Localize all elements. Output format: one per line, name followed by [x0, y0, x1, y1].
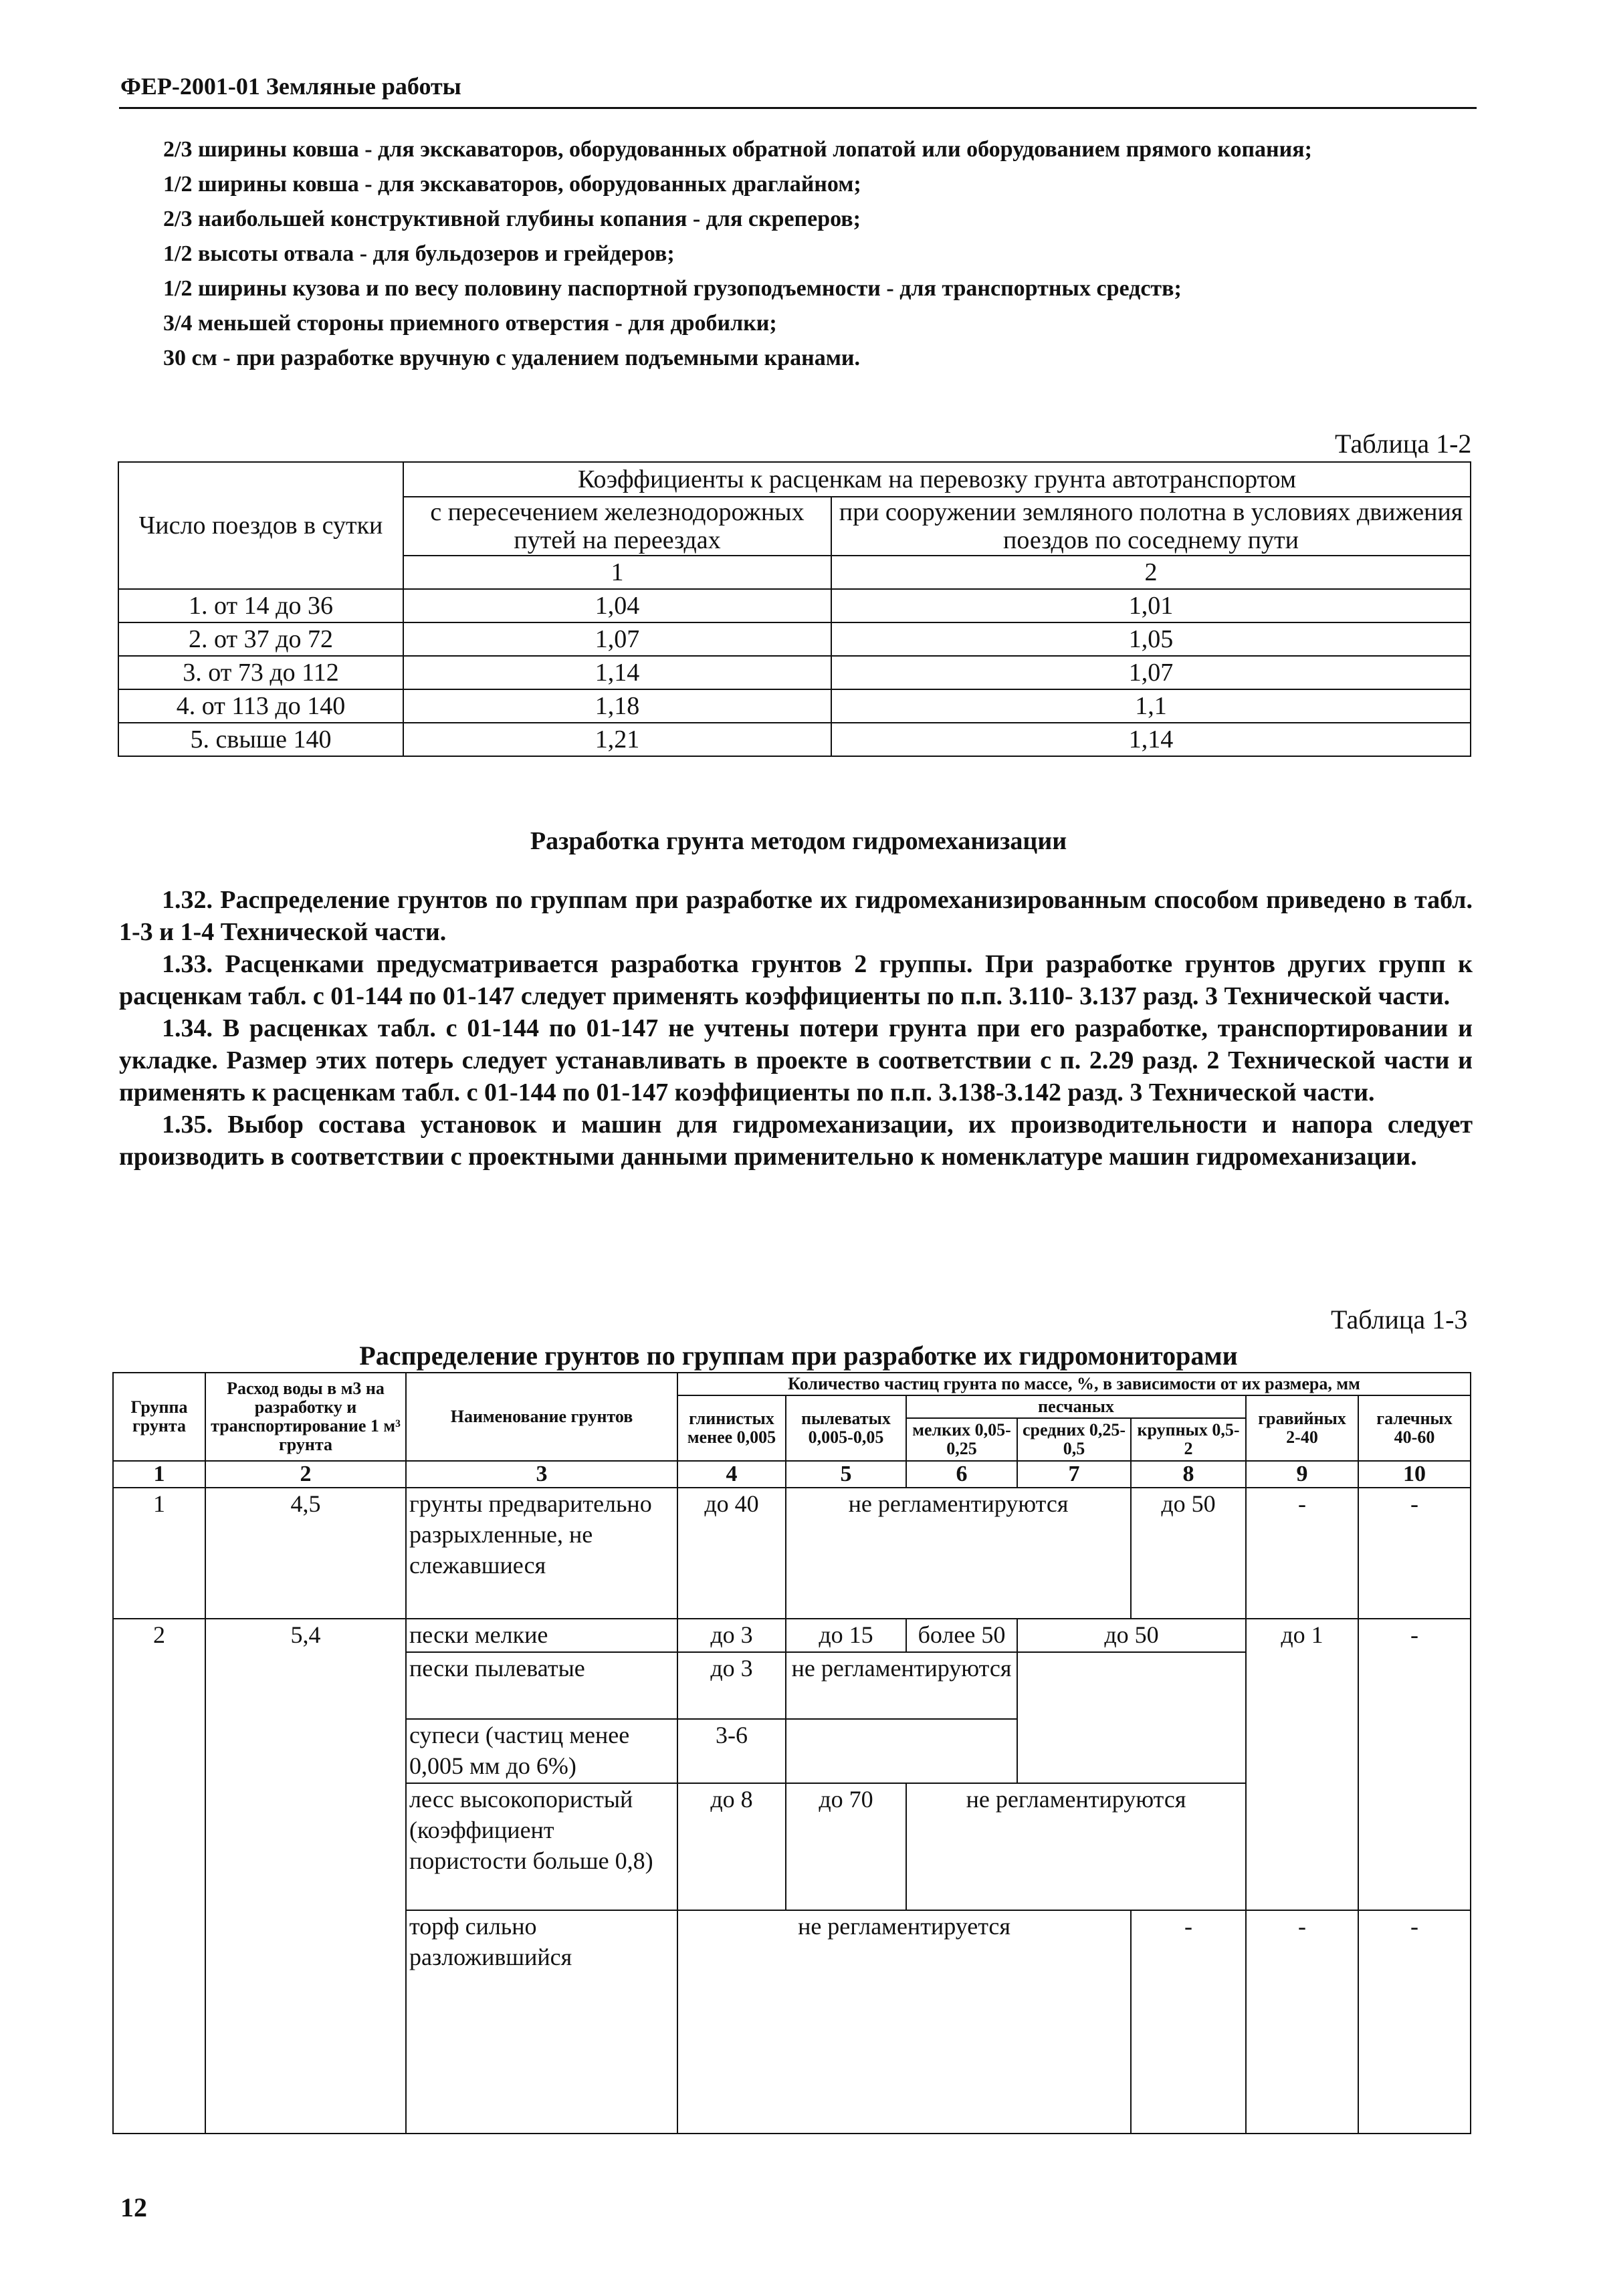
cell-coef: 1,01: [831, 589, 1471, 622]
cell-soil-name: грунты предварительно разрыхленные, не слежавшиеся: [406, 1488, 677, 1619]
table2-caption: Таблица 1-2: [1335, 429, 1472, 459]
cell-coef: 1,07: [831, 656, 1471, 689]
cell-pebble: -: [1358, 1619, 1471, 1910]
cell-silt: до 70: [786, 1783, 906, 1910]
cell-coarse: до 50: [1131, 1488, 1246, 1619]
cell-not-regulated: не регламентируются: [906, 1783, 1246, 1910]
cell-soil-name: супеси (частиц менее 0,005 мм до 6%): [406, 1719, 677, 1783]
coefficient-table: [118, 461, 1471, 757]
table3-title: Распределение грунтов по группам при разработке их гидромониторами: [359, 1341, 1238, 1371]
col-header-group: Группа грунта: [113, 1373, 205, 1461]
col-header-mid: средних 0,25-0,5: [1017, 1418, 1131, 1461]
col-header-silt: пылеватых 0,005-0,05: [786, 1395, 906, 1461]
list-item: 2/3 наибольшей конструктивной глубины копания - для скреперов;: [163, 207, 861, 231]
cell-clay: 3-6: [677, 1719, 786, 1783]
group-header: Коэффициенты к расценкам на перевозку грунта автотранспортом: [403, 462, 1471, 497]
soil-group-table: [112, 1372, 1471, 2134]
cell-pebble: -: [1358, 1910, 1471, 2134]
col-number: 8: [1131, 1461, 1246, 1488]
cell-coef: 1,05: [831, 622, 1471, 656]
cell-coef: 1,21: [403, 723, 831, 756]
col-number: 7: [1017, 1461, 1131, 1488]
cell-silt: до 15: [786, 1619, 906, 1652]
paragraph: 1.34. В расценках табл. с 01-144 по 01-147 не учтены потери грунта при его разработке, транспортировании и укладке. Размер этих потерь следует устанавливать в проекте в соответствии с п. 2.29 разд. 2 Технической части и применять к расценкам табл. с 01-144 по 01-147 коэффициенты по п.п. 3.138-3.142 разд. 3 Технической части.: [119, 1014, 1473, 1107]
page-number: 12: [120, 2192, 147, 2222]
col-number: 1: [113, 1461, 205, 1488]
table-row: [118, 723, 1471, 756]
col-header-trains: Число поездов в сутки: [118, 462, 403, 589]
cell-trains: 2. от 37 до 72: [118, 622, 403, 656]
cell-trains: 3. от 73 до 112: [118, 656, 403, 689]
col-header-water: Расход воды в м3 на разработку и транспортирование 1 м³ грунта: [205, 1373, 406, 1461]
cell-trains: 4. от 113 до 140: [118, 689, 403, 723]
cell-water: 5,4: [205, 1619, 406, 2134]
col-header-quantity: Количество частиц грунта по массе, %, в зависимости от их размера, мм: [677, 1373, 1471, 1395]
col-number: 2: [831, 556, 1471, 589]
cell-soil-name: торф сильно разложившийся: [406, 1910, 677, 2134]
cell-clay: до 40: [677, 1488, 786, 1619]
number-row: [113, 1461, 1471, 1488]
col-number: 1: [403, 556, 831, 589]
cell-coarse: -: [1131, 1910, 1246, 2134]
cell-coef: 1,14: [403, 656, 831, 689]
cell-group: 2: [113, 1619, 205, 2134]
cell-group: 1: [113, 1488, 205, 1619]
table-row: [118, 589, 1471, 622]
cell-empty: [786, 1719, 1017, 1783]
col-header-name: Наименование грунтов: [406, 1373, 677, 1461]
col-header-gravel: гравийных 2-40: [1246, 1395, 1358, 1461]
cell-not-regulated: не регламентируются: [786, 1652, 1017, 1719]
cell-coef: 1,18: [403, 689, 831, 723]
cell-soil-name: пески мелкие: [406, 1619, 677, 1652]
col-number: 9: [1246, 1461, 1358, 1488]
col-header-clay: глинистых менее 0,005: [677, 1395, 786, 1461]
col-header-adjacent: при сооружении земляного полотна в условиях движения поездов по соседнему пути: [831, 497, 1471, 556]
cell-not-regulated: не регламентируются: [786, 1488, 1131, 1619]
table-row: [118, 656, 1471, 689]
cell-coef: 1,1: [831, 689, 1471, 723]
cell-trains: 1. от 14 до 36: [118, 589, 403, 622]
col-number: 2: [205, 1461, 406, 1488]
list-item: 2/3 ширины ковша - для экскаваторов, оборудованных обратной лопатой или оборудованием прямого копания;: [163, 137, 1312, 162]
cell-gravel: -: [1246, 1488, 1358, 1619]
list-item: 1/2 ширины ковша - для экскаваторов, оборудованных драглайном;: [163, 172, 861, 197]
header-rule: [119, 107, 1477, 109]
col-header-sand: песчаных: [906, 1395, 1246, 1418]
col-number: 10: [1358, 1461, 1471, 1488]
cell-clay: до 8: [677, 1783, 786, 1910]
section-title: Разработка грунта методом гидромеханизации: [530, 827, 1067, 855]
cell-coef: 1,07: [403, 622, 831, 656]
col-number: 5: [786, 1461, 906, 1488]
table-row: [113, 1488, 1471, 1619]
cell-coef: 1,04: [403, 589, 831, 622]
table-row: [118, 622, 1471, 656]
col-header-pebble: галечных 40-60: [1358, 1395, 1471, 1461]
col-header-fine: мелких 0,05-0,25: [906, 1418, 1017, 1461]
paragraph: 1.35. Выбор состава установок и машин для гидромеханизации, их производительности и напора следует производить в соответствии с проектными данными применительно к номенклатуре машин гидромеханизации.: [119, 1111, 1473, 1171]
cell-soil-name: лесс высокопористый (коэффициент пористости больше 0,8): [406, 1783, 677, 1910]
cell-gravel: -: [1246, 1910, 1358, 2134]
running-header: ФЕР-2001-01 Земляные работы: [120, 73, 461, 100]
table3-caption: Таблица 1-3: [1331, 1304, 1468, 1335]
table-row: [113, 1619, 1471, 1652]
cell-trains: 5. свыше 140: [118, 723, 403, 756]
dimension-list: [163, 132, 1487, 376]
col-number: 6: [906, 1461, 1017, 1488]
cell-pebble: -: [1358, 1488, 1471, 1619]
col-header-crossing: с пересечением железнодорожных путей на переездах: [403, 497, 831, 556]
col-number: 3: [406, 1461, 677, 1488]
paragraph: 1.33. Расценками предусматривается разработка грунтов 2 группы. При разработке грунтов других групп к расценкам табл. с 01-144 по 01-147 следует применять коэффициенты по п.п. 3.110- 3.137 разд. 3 Технической части.: [119, 950, 1473, 1010]
cell-coef: 1,14: [831, 723, 1471, 756]
table-row: [118, 689, 1471, 723]
cell-clay: до 3: [677, 1652, 786, 1719]
cell-not-regulated: не регламентируется: [677, 1910, 1131, 2134]
list-item: 30 см - при разработке вручную с удалением подъемными кранами.: [163, 346, 860, 370]
cell-gravel: до 1: [1246, 1619, 1358, 1910]
cell-fine: более 50: [906, 1619, 1017, 1652]
list-item: 3/4 меньшей стороны приемного отверстия - для дробилки;: [163, 311, 777, 336]
cell-mid-coarse: до 50: [1017, 1619, 1246, 1652]
cell-water: 4,5: [205, 1488, 406, 1619]
cell-empty: [1017, 1652, 1246, 1783]
col-number: 4: [677, 1461, 786, 1488]
list-item: 1/2 ширины кузова и по весу половину паспортной грузоподъемности - для транспортных средств;: [163, 276, 1182, 301]
cell-soil-name: пески пылеватые: [406, 1652, 677, 1719]
body-text: [119, 884, 1473, 1173]
col-header-coarse: крупных 0,5-2: [1131, 1418, 1246, 1461]
cell-clay: до 3: [677, 1619, 786, 1652]
paragraph: 1.32. Распределение грунтов по группам при разработке их гидромеханизированным способом приведено в табл. 1-3 и 1-4 Технической части.: [119, 886, 1473, 946]
list-item: 1/2 высоты отвала - для бульдозеров и грейдеров;: [163, 241, 675, 266]
